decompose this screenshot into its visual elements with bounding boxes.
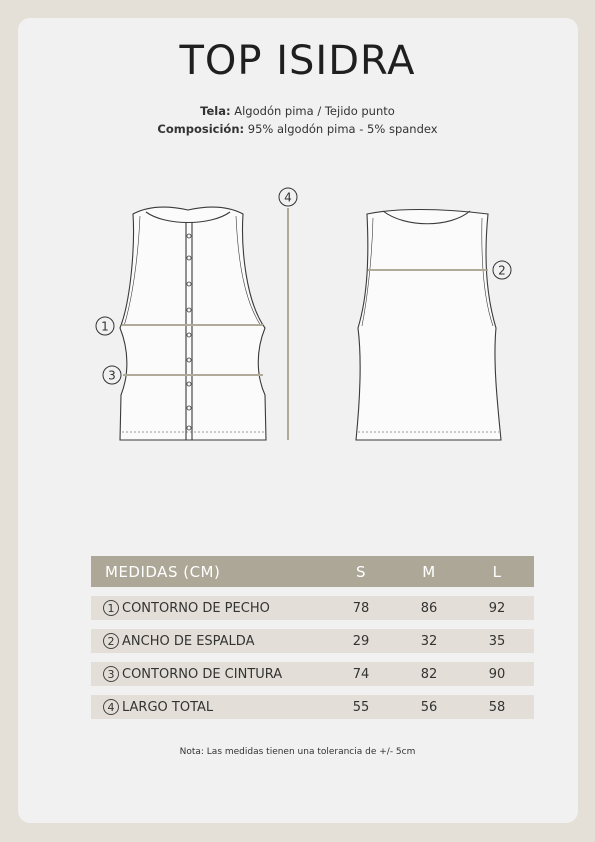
- cell-m: 86: [420, 600, 438, 616]
- table-header: [91, 556, 534, 587]
- cell-l: 90: [488, 666, 506, 682]
- cell-m: 82: [420, 666, 438, 682]
- marker-3-label: 3: [108, 368, 116, 383]
- row-number-badge: 4: [103, 699, 119, 715]
- cell-l: 58: [488, 699, 506, 715]
- marker-4-label: 4: [284, 190, 292, 205]
- front-garment-drawing: [120, 207, 266, 440]
- cell-s: 78: [352, 600, 370, 616]
- cell-s: 74: [352, 666, 370, 682]
- composition-label: Composición:: [157, 122, 245, 136]
- back-garment-drawing: [356, 210, 501, 441]
- row-number-badge: 2: [103, 633, 119, 649]
- table-row: [91, 695, 534, 719]
- table-row: [91, 596, 534, 620]
- tolerance-note: Nota: Las medidas tienen una tolerancia de +/- 5cm: [179, 747, 416, 757]
- header-label: MEDIDAS (CM): [105, 562, 221, 581]
- table-row: [91, 662, 534, 686]
- cell-m: 32: [420, 633, 438, 649]
- header-size-l: L: [492, 562, 502, 581]
- marker-4: [279, 188, 297, 206]
- fabric-value: Algodón pima / Tejido punto: [234, 104, 395, 118]
- row-label: CONTORNO DE CINTURA: [122, 666, 283, 682]
- row-number-badge: 1: [103, 600, 119, 616]
- fabric-label: Tela:: [200, 104, 231, 118]
- marker-1: [96, 317, 114, 335]
- composition-value: 95% algodón pima - 5% spandex: [247, 122, 438, 136]
- cell-m: 56: [420, 699, 438, 715]
- header-size-m: M: [422, 562, 436, 581]
- cell-l: 35: [488, 633, 506, 649]
- row-label: CONTORNO DE PECHO: [122, 600, 270, 616]
- marker-1-label: 1: [101, 319, 109, 334]
- cell-s: 29: [352, 633, 370, 649]
- measurements-table: [91, 556, 534, 719]
- cell-l: 92: [488, 600, 506, 616]
- row-label: ANCHO DE ESPALDA: [122, 633, 255, 649]
- row-label: LARGO TOTAL: [122, 699, 214, 715]
- header-size-s: S: [355, 562, 367, 581]
- page-title: TOP ISIDRA: [179, 38, 416, 84]
- row-number-badge: 3: [103, 666, 119, 682]
- marker-3: [103, 366, 121, 384]
- table-row: [91, 629, 534, 653]
- marker-2: [493, 261, 511, 279]
- cell-s: 55: [352, 699, 370, 715]
- marker-2-label: 2: [498, 263, 506, 278]
